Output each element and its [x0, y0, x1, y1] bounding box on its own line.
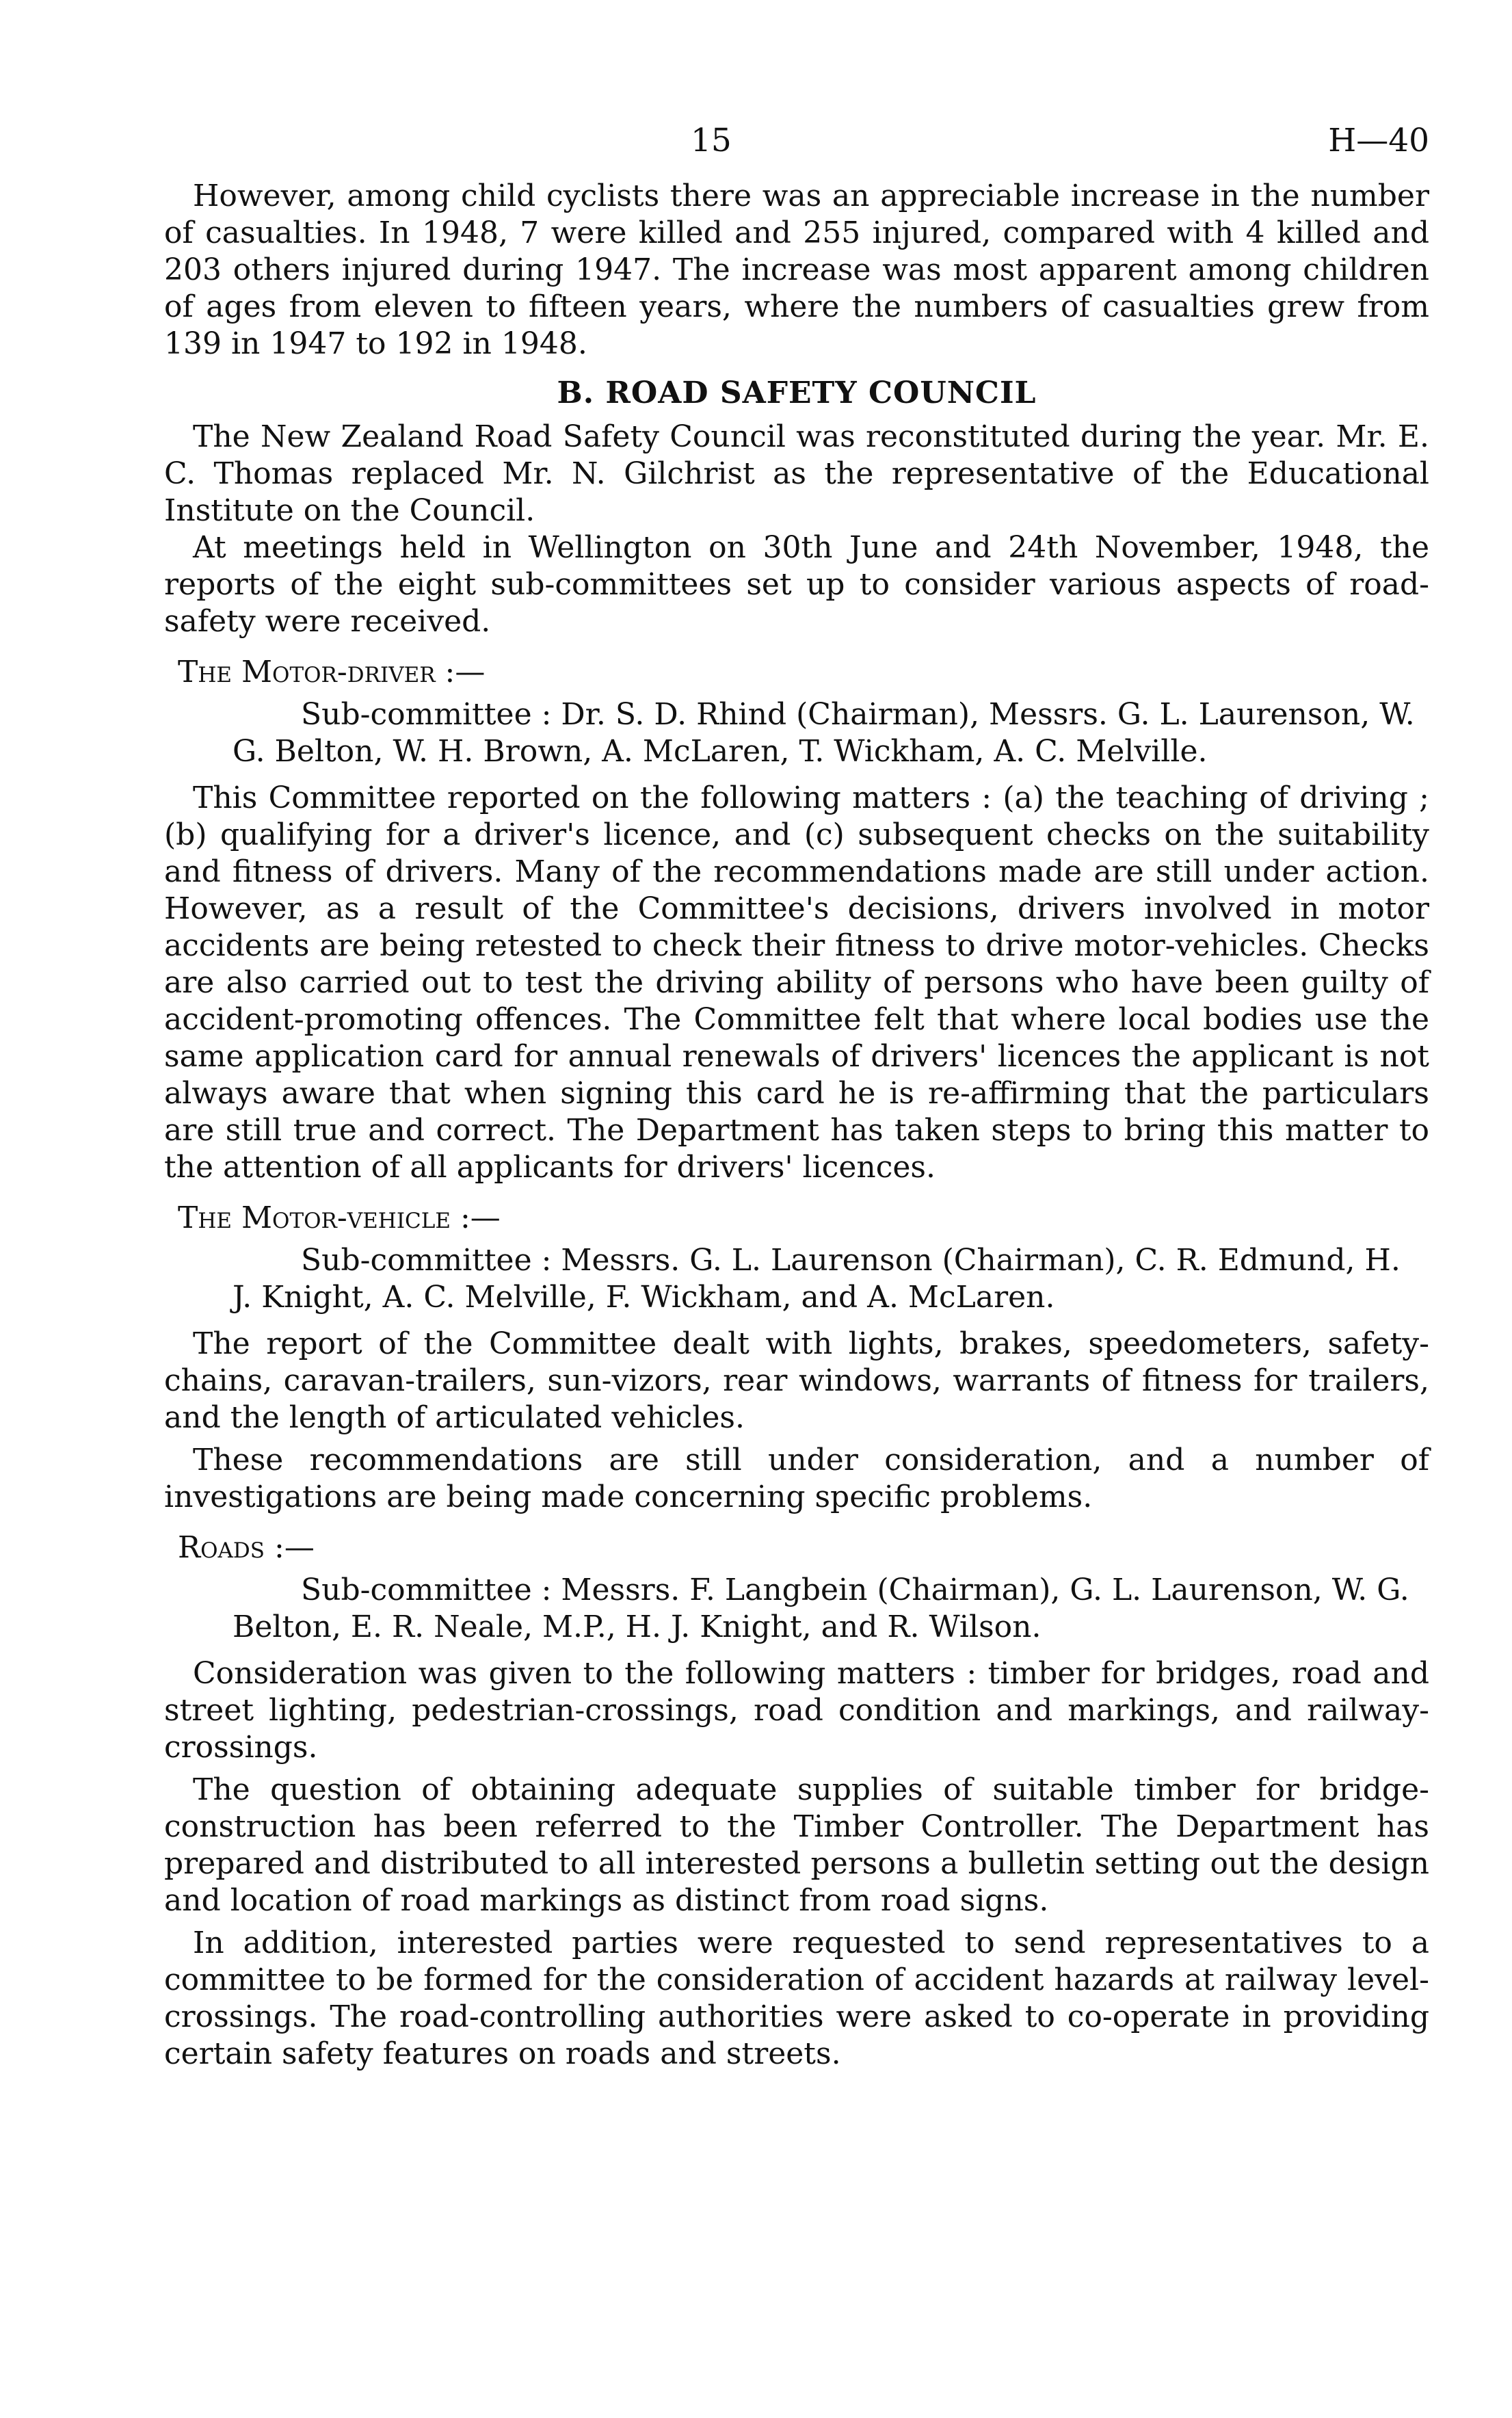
roads-paragraph-1: Consideration was given to the following matters : timber for bridges, road and street lighting, pedestrian-crossings, road condition and markings, and railway-crossings.	[164, 1656, 1429, 1765]
paragraph-spacer	[164, 1919, 1429, 1925]
paragraph-spacer	[164, 1436, 1429, 1442]
page-header	[164, 116, 1429, 178]
roads-paragraph-2: The question of obtaining adequate supplies of suitable timber for bridge-construction has been referred to the Timber Controller. The Department has prepared and distributed to all interested persons a bulletin setting out the design and location of road markings as distinct from road signs.	[164, 1772, 1429, 1918]
motor-vehicle-heading: The Motor-vehicle :—	[178, 1200, 501, 1235]
intro-paragraph: However, among child cyclists there was an appreciable increase in the number of casualties. In 1948, 7 were killed and 255 injured, compared with 4 killed and 203 others injured during 1947. The increase was most apparent among children of ages from eleven to fifteen years, where the numbers of casualties grew from 139 in 1947 to 192 in 1948.	[164, 179, 1429, 361]
roads-paragraph-3: In addition, interested parties were requested to send representatives to a committee to be formed for the consideration of accident hazards at railway level-crossings. The road-controlling authorities were asked to co-operate in providing certain safety features on roads and streets.	[164, 1926, 1429, 2071]
section-title: B. ROAD SAFETY COUNCIL	[557, 376, 1037, 410]
council-paragraph: The New Zealand Road Safety Council was reconstituted during the year. Mr. E. C. Thomas replaced Mr. N. Gilchrist as the representative of the Educational Institute on the Council.	[164, 419, 1429, 528]
paragraph-spacer	[164, 1766, 1429, 1772]
document-page	[164, 116, 1429, 2073]
motor-driver-heading: The Motor-driver :—	[178, 655, 486, 689]
motor-driver-paragraph: This Committee reported on the following matters : (a) the teaching of driving ; (b) qualifying for a driver's licence, and (c) subsequent checks on the suitability and fitness of drivers. Many of the recommendations made are still under action. However, as a result of the Committee's decisions, drivers involved in motor accidents are being retested to check their fitness to drive motor-vehicles. Checks are also carried out to test the driving ability of persons who have been guilty of accident-promoting offences. The Committee felt that where local bodies use the same application card for annual renewals of drivers' licences the applicant is not always aware that when signing this card he is re-affirming that the particulars are still true and correct. The Department has taken steps to bring this matter to the attention of all applicants for drivers' licences.	[164, 780, 1429, 1185]
motor-vehicle-paragraph-2: These recommendations are still under consideration, and a number of investigations are being made concerning specific problems.	[164, 1443, 1429, 1514]
page-number: 15	[691, 122, 732, 159]
document-code: H—40	[1328, 122, 1429, 159]
meetings-paragraph: At meetings held in Wellington on 30th June and 24th November, 1948, the reports of the eight sub-committees set up to consider various aspects of road-safety were received.	[164, 530, 1429, 639]
motor-vehicle-subcommittee: Sub-committee : Messrs. G. L. Laurenson (Chairman), C. R. Edmund, H. J. Knight, A. C. Melville, F. Wickham, and A. McLaren.	[233, 1243, 1401, 1315]
roads-subcommittee: Sub-committee : Messrs. F. Langbein (Chairman), G. L. Laurenson, W. G. Belton, E. R. Neale, M.P., H. J. Knight, and R. Wilson.	[233, 1573, 1409, 1644]
motor-vehicle-paragraph-1: The report of the Committee dealt with lights, brakes, speedometers, safety-chains, caravan-trailers, sun-vizors, rear windows, warrants of fitness for trailers, and the length of articulated vehicles.	[164, 1326, 1429, 1435]
motor-driver-subcommittee: Sub-committee : Dr. S. D. Rhind (Chairman), Messrs. G. L. Laurenson, W. G. Belton, W. H. Brown, A. McLaren, T. Wickham, A. C. Melville.	[233, 697, 1415, 769]
roads-heading: Roads :—	[178, 1530, 315, 1565]
